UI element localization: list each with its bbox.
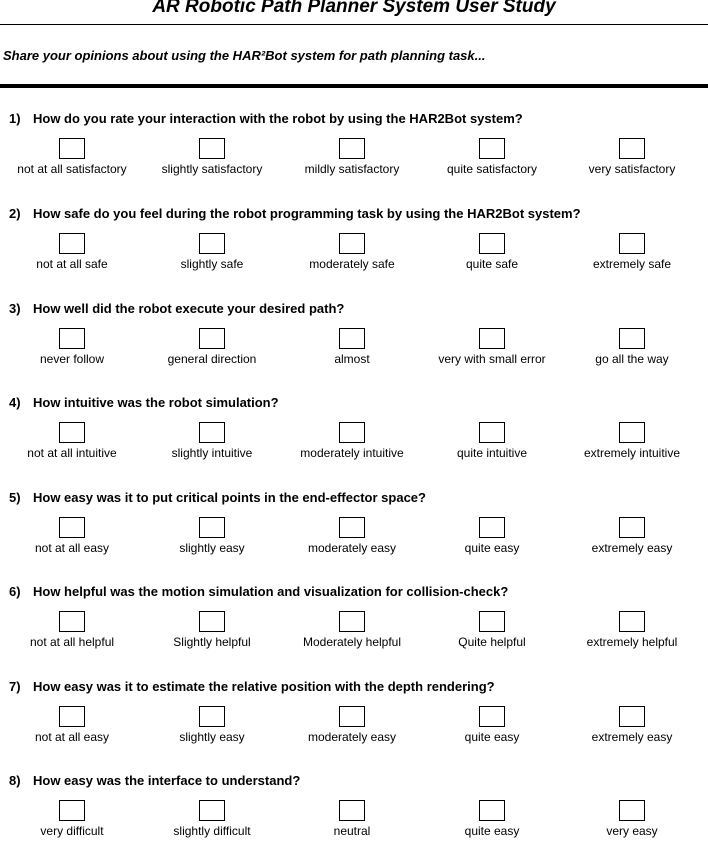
answer-option[interactable] bbox=[2, 138, 142, 177]
question-text: How helpful was the motion simulation and visualization for collision-check? bbox=[33, 584, 509, 599]
option-label: not at all satisfactory bbox=[17, 162, 127, 176]
question-number: 8) bbox=[9, 773, 21, 788]
option-label: not at all helpful bbox=[29, 635, 115, 649]
rating-checkbox[interactable] bbox=[479, 138, 505, 159]
option-label: general direction bbox=[167, 352, 257, 366]
rating-checkbox[interactable] bbox=[619, 233, 645, 254]
answer-option[interactable] bbox=[142, 233, 282, 272]
option-label: extremely intuitive bbox=[583, 446, 681, 460]
answer-option[interactable] bbox=[282, 233, 422, 272]
option-label: quite easy bbox=[464, 730, 520, 744]
option-label: slightly safe bbox=[180, 257, 244, 271]
option-label: never follow bbox=[39, 352, 105, 366]
answer-option[interactable] bbox=[422, 328, 562, 367]
rating-checkbox[interactable] bbox=[339, 328, 365, 349]
option-label: quite easy bbox=[464, 541, 520, 555]
question-3 bbox=[0, 300, 708, 394]
option-label: mildly satisfactory bbox=[304, 162, 400, 176]
question-number: 2) bbox=[9, 206, 21, 221]
answer-option[interactable] bbox=[2, 422, 142, 461]
question-text: How well did the robot execute your desired path? bbox=[33, 301, 345, 316]
answer-option[interactable] bbox=[562, 328, 702, 367]
rating-checkbox[interactable] bbox=[199, 328, 225, 349]
rating-checkbox[interactable] bbox=[59, 800, 85, 821]
rating-checkbox[interactable] bbox=[199, 422, 225, 443]
rating-checkbox[interactable] bbox=[199, 233, 225, 254]
answer-option[interactable] bbox=[2, 800, 142, 839]
rating-checkbox[interactable] bbox=[479, 706, 505, 727]
option-label: neutral bbox=[333, 824, 371, 838]
option-label: quite satisfactory bbox=[446, 162, 538, 176]
rating-checkbox[interactable] bbox=[59, 706, 85, 727]
answer-option[interactable] bbox=[282, 328, 422, 367]
option-label: Slightly helpful bbox=[173, 635, 251, 649]
question-heading bbox=[9, 583, 508, 601]
rating-checkbox[interactable] bbox=[339, 517, 365, 538]
rating-checkbox[interactable] bbox=[199, 611, 225, 632]
header-divider bbox=[0, 84, 708, 88]
answer-option[interactable] bbox=[142, 328, 282, 367]
rating-checkbox[interactable] bbox=[479, 422, 505, 443]
rating-checkbox[interactable] bbox=[619, 422, 645, 443]
question-text: How intuitive was the robot simulation? bbox=[33, 395, 279, 410]
answer-option[interactable] bbox=[562, 517, 702, 556]
survey-subtitle: Share your opinions about using the HAR²Bot system for path planning task... bbox=[3, 48, 486, 63]
survey-title: AR Robotic Path Planner System User Study bbox=[152, 0, 556, 17]
question-heading bbox=[9, 300, 344, 318]
rating-checkbox[interactable] bbox=[479, 611, 505, 632]
option-label: not at all easy bbox=[34, 541, 110, 555]
rating-checkbox[interactable] bbox=[339, 706, 365, 727]
question-heading bbox=[9, 489, 426, 507]
option-label: slightly intuitive bbox=[171, 446, 253, 460]
option-label: Quite helpful bbox=[458, 635, 526, 649]
answer-option[interactable] bbox=[282, 800, 422, 839]
rating-checkbox[interactable] bbox=[339, 611, 365, 632]
option-label: moderately safe bbox=[309, 257, 395, 271]
answer-option[interactable] bbox=[282, 706, 422, 745]
rating-checkbox[interactable] bbox=[479, 233, 505, 254]
question-text: How easy was the interface to understand? bbox=[33, 773, 301, 788]
option-label: very easy bbox=[606, 824, 658, 838]
rating-checkbox[interactable] bbox=[199, 706, 225, 727]
question-heading bbox=[9, 110, 523, 128]
question-text: How safe do you feel during the robot programming task by using the HAR2Bot system? bbox=[33, 206, 581, 221]
answer-option[interactable] bbox=[422, 611, 562, 650]
answer-option[interactable] bbox=[282, 611, 422, 650]
option-label: quite easy bbox=[464, 824, 520, 838]
rating-checkbox[interactable] bbox=[619, 706, 645, 727]
rating-checkbox[interactable] bbox=[479, 328, 505, 349]
answer-option[interactable] bbox=[2, 328, 142, 367]
answer-option[interactable] bbox=[2, 611, 142, 650]
rating-checkbox[interactable] bbox=[479, 517, 505, 538]
option-label: extremely safe bbox=[592, 257, 672, 271]
question-heading bbox=[9, 205, 581, 223]
option-label: slightly difficult bbox=[173, 824, 251, 838]
question-2 bbox=[0, 205, 708, 299]
answer-option[interactable] bbox=[2, 706, 142, 745]
rating-checkbox[interactable] bbox=[59, 422, 85, 443]
option-label: slightly satisfactory bbox=[161, 162, 263, 176]
question-heading bbox=[9, 678, 495, 696]
answer-option[interactable] bbox=[422, 422, 562, 461]
answer-option[interactable] bbox=[282, 422, 422, 461]
rating-checkbox[interactable] bbox=[339, 800, 365, 821]
answer-option[interactable] bbox=[562, 706, 702, 745]
option-label: slightly easy bbox=[179, 730, 245, 744]
answer-option[interactable] bbox=[422, 706, 562, 745]
answer-option[interactable] bbox=[142, 706, 282, 745]
answer-option[interactable] bbox=[2, 517, 142, 556]
answer-option[interactable] bbox=[142, 422, 282, 461]
question-text: How easy was it to estimate the relative position with the depth rendering? bbox=[33, 679, 495, 694]
option-label: not at all easy bbox=[34, 730, 110, 744]
option-label: moderately easy bbox=[307, 730, 397, 744]
option-label: Moderately helpful bbox=[302, 635, 402, 649]
rating-checkbox[interactable] bbox=[619, 328, 645, 349]
question-number: 1) bbox=[9, 111, 21, 126]
option-label: extremely easy bbox=[591, 541, 673, 555]
question-number: 5) bbox=[9, 490, 21, 505]
rating-checkbox[interactable] bbox=[339, 422, 365, 443]
option-label: quite intuitive bbox=[456, 446, 528, 460]
rating-checkbox[interactable] bbox=[59, 517, 85, 538]
rating-checkbox[interactable] bbox=[619, 611, 645, 632]
answer-option[interactable] bbox=[562, 422, 702, 461]
question-heading bbox=[9, 772, 300, 790]
option-label: very with small error bbox=[438, 352, 546, 366]
answer-option[interactable] bbox=[562, 611, 702, 650]
question-number: 6) bbox=[9, 584, 21, 599]
question-number: 4) bbox=[9, 395, 21, 410]
question-number: 7) bbox=[9, 679, 21, 694]
rating-checkbox[interactable] bbox=[59, 138, 85, 159]
question-6 bbox=[0, 583, 708, 677]
question-text: How easy was it to put critical points in the end-effector space? bbox=[33, 490, 426, 505]
answer-option[interactable] bbox=[422, 517, 562, 556]
option-label: very satisfactory bbox=[588, 162, 676, 176]
answer-option[interactable] bbox=[422, 138, 562, 177]
option-label: quite safe bbox=[465, 257, 519, 271]
rating-checkbox[interactable] bbox=[339, 138, 365, 159]
rating-checkbox[interactable] bbox=[619, 138, 645, 159]
answer-option[interactable] bbox=[142, 800, 282, 839]
answer-option[interactable] bbox=[562, 800, 702, 839]
question-8 bbox=[0, 772, 708, 866]
question-1 bbox=[0, 110, 708, 204]
rating-checkbox[interactable] bbox=[59, 233, 85, 254]
rating-checkbox[interactable] bbox=[619, 800, 645, 821]
rating-checkbox[interactable] bbox=[199, 800, 225, 821]
question-7 bbox=[0, 678, 708, 772]
question-5 bbox=[0, 489, 708, 583]
option-label: moderately intuitive bbox=[300, 446, 404, 460]
rating-checkbox[interactable] bbox=[339, 233, 365, 254]
option-label: slightly easy bbox=[179, 541, 245, 555]
rating-checkbox[interactable] bbox=[59, 611, 85, 632]
option-label: not at all safe bbox=[36, 257, 108, 271]
answer-option[interactable] bbox=[2, 233, 142, 272]
answer-option[interactable] bbox=[142, 517, 282, 556]
option-label: not at all intuitive bbox=[27, 446, 117, 460]
rating-checkbox[interactable] bbox=[199, 138, 225, 159]
option-label: extremely helpful bbox=[586, 635, 678, 649]
title-divider bbox=[0, 24, 708, 25]
rating-checkbox[interactable] bbox=[199, 517, 225, 538]
question-4 bbox=[0, 394, 708, 488]
rating-checkbox[interactable] bbox=[479, 800, 505, 821]
option-label: extremely easy bbox=[591, 730, 673, 744]
question-text: How do you rate your interaction with the robot by using the HAR2Bot system? bbox=[33, 111, 523, 126]
answer-option[interactable] bbox=[142, 611, 282, 650]
option-label: moderately easy bbox=[307, 541, 397, 555]
answer-option[interactable] bbox=[142, 138, 282, 177]
rating-checkbox[interactable] bbox=[619, 517, 645, 538]
option-label: go all the way bbox=[595, 352, 669, 366]
option-label: almost bbox=[334, 352, 370, 366]
answer-option[interactable] bbox=[282, 138, 422, 177]
question-heading bbox=[9, 394, 279, 412]
option-label: very difficult bbox=[40, 824, 104, 838]
answer-option[interactable] bbox=[562, 233, 702, 272]
answer-option[interactable] bbox=[282, 517, 422, 556]
answer-option[interactable] bbox=[422, 233, 562, 272]
question-number: 3) bbox=[9, 301, 21, 316]
answer-option[interactable] bbox=[562, 138, 702, 177]
rating-checkbox[interactable] bbox=[59, 328, 85, 349]
answer-option[interactable] bbox=[422, 800, 562, 839]
